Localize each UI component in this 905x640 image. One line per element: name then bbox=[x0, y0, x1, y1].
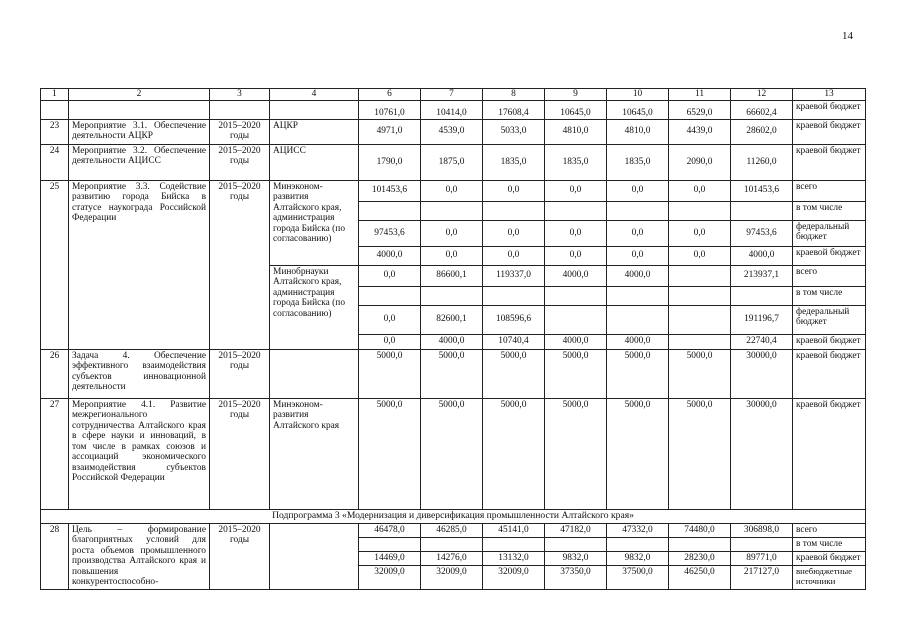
executor-cell bbox=[270, 349, 359, 398]
value-cell: 0,0 bbox=[607, 246, 669, 265]
value-cell: 0,0 bbox=[669, 220, 731, 246]
measure-name: Мероприятие 4.1. Развитие межрегионального сотрудничества Алтайского края в сфере науки и инноваций, в том числе в рамках союзов и ассоциаций экономического взаимодействия субъектов Российской Федерации bbox=[69, 398, 210, 509]
table-row bbox=[41, 523, 866, 537]
source-cell: в том числе bbox=[793, 201, 866, 220]
row-number: 28 bbox=[41, 523, 69, 589]
source-cell: в том числе bbox=[793, 286, 866, 305]
measure-name: Цель – формирование благоприятных условий для роста объемов промышленного производства Алтайского края и повышения конкурентоспособно- bbox=[69, 523, 210, 589]
value-cell: 10645,0 bbox=[607, 100, 669, 119]
value-cell: 4810,0 bbox=[545, 119, 607, 144]
value-cell: 0,0 bbox=[607, 180, 669, 201]
source-cell: краевой бюджет bbox=[793, 144, 866, 180]
value-cell: 0,0 bbox=[545, 246, 607, 265]
value-cell: 37500,0 bbox=[607, 565, 669, 589]
table-row bbox=[41, 180, 866, 201]
period-cell: 2015–2020 годы bbox=[210, 349, 270, 398]
value-cell: 32009,0 bbox=[483, 565, 545, 589]
value-cell: 37350,0 bbox=[545, 565, 607, 589]
measure-name: Мероприятие 3.2. Обеспечение деятельности АЦИСС bbox=[69, 144, 210, 180]
value-cell: 191196,7 bbox=[731, 305, 793, 334]
value-cell: 9832,0 bbox=[545, 551, 607, 565]
value-cell: 10740,4 bbox=[483, 334, 545, 349]
row-number: 27 bbox=[41, 398, 69, 509]
continuation-row bbox=[41, 100, 866, 119]
value-cell: 5000,0 bbox=[483, 349, 545, 398]
value-cell: 17608,4 bbox=[483, 100, 545, 119]
executor-cell bbox=[270, 523, 359, 589]
value-cell: 0,0 bbox=[669, 246, 731, 265]
row-number: 26 bbox=[41, 349, 69, 398]
value-cell bbox=[669, 305, 731, 334]
measure-name: Задача 4. Обеспечение эффективного взаимодействия субъектов инновационной деятельности bbox=[69, 349, 210, 398]
value-cell: 28602,0 bbox=[731, 119, 793, 144]
value-cell: 4000,0 bbox=[607, 334, 669, 349]
value-cell: 0,0 bbox=[669, 180, 731, 201]
value-cell: 5000,0 bbox=[545, 398, 607, 509]
value-cell: 4000,0 bbox=[731, 246, 793, 265]
value-cell: 4439,0 bbox=[669, 119, 731, 144]
value-cell: 28230,0 bbox=[669, 551, 731, 565]
value-cell: 14276,0 bbox=[421, 551, 483, 565]
value-cell bbox=[669, 265, 731, 286]
header-cell: 8 bbox=[483, 89, 545, 101]
executor-cell: Минэконом-развития Алтайского края, администрация города Бийска (по согласованию) bbox=[270, 180, 359, 265]
value-cell: 4810,0 bbox=[607, 119, 669, 144]
value-cell: 30000,0 bbox=[731, 349, 793, 398]
value-cell: 4539,0 bbox=[421, 119, 483, 144]
value-cell: 5000,0 bbox=[421, 398, 483, 509]
executor-cell: АЦИСС bbox=[270, 144, 359, 180]
period-cell: 2015–2020 годы bbox=[210, 398, 270, 509]
source-cell: краевой бюджет bbox=[793, 551, 866, 565]
value-cell: 0,0 bbox=[607, 220, 669, 246]
header-cell: 6 bbox=[359, 89, 421, 101]
table-row bbox=[41, 349, 866, 398]
source-cell: федеральный бюджет bbox=[793, 220, 866, 246]
source-cell: краевой бюджет bbox=[793, 349, 866, 398]
value-cell: 0,0 bbox=[483, 220, 545, 246]
value-cell: 9832,0 bbox=[607, 551, 669, 565]
value-cell: 10645,0 bbox=[545, 100, 607, 119]
source-cell: краевой бюджет bbox=[793, 119, 866, 144]
row-number: 24 bbox=[41, 144, 69, 180]
value-cell: 10414,0 bbox=[421, 100, 483, 119]
value-cell: 86600,1 bbox=[421, 265, 483, 286]
measure-name: Мероприятие 3.1. Обеспечение деятельности АЦКР bbox=[69, 119, 210, 144]
measure-name: Мероприятие 3.3. Содействие развитию города Бийска в статусе наукограда Российской Федерации bbox=[69, 180, 210, 349]
value-cell: 1875,0 bbox=[421, 144, 483, 180]
row-number: 25 bbox=[41, 180, 69, 349]
value-cell: 5000,0 bbox=[669, 349, 731, 398]
value-cell: 4000,0 bbox=[421, 334, 483, 349]
value-cell bbox=[545, 305, 607, 334]
value-cell: 0,0 bbox=[483, 246, 545, 265]
value-cell: 0,0 bbox=[421, 180, 483, 201]
value-cell: 82600,1 bbox=[421, 305, 483, 334]
value-cell: 6529,0 bbox=[669, 100, 731, 119]
header-cell: 11 bbox=[669, 89, 731, 101]
period-cell: 2015–2020 годы bbox=[210, 119, 270, 144]
value-cell: 32009,0 bbox=[359, 565, 421, 589]
value-cell: 119337,0 bbox=[483, 265, 545, 286]
source-cell: внебюджетные источники bbox=[793, 565, 866, 589]
value-cell: 5000,0 bbox=[607, 349, 669, 398]
value-cell: 5000,0 bbox=[483, 398, 545, 509]
header-cell: 12 bbox=[731, 89, 793, 101]
value-cell: 97453,6 bbox=[731, 220, 793, 246]
value-cell: 1835,0 bbox=[607, 144, 669, 180]
value-cell: 13132,0 bbox=[483, 551, 545, 565]
period-cell: 2015–2020 годы bbox=[210, 144, 270, 180]
value-cell: 32009,0 bbox=[421, 565, 483, 589]
value-cell: 4000,0 bbox=[545, 334, 607, 349]
row-number: 23 bbox=[41, 119, 69, 144]
value-cell: 108596,6 bbox=[483, 305, 545, 334]
header-cell: 7 bbox=[421, 89, 483, 101]
source-cell: краевой бюджет bbox=[793, 100, 866, 119]
subprogram-row bbox=[41, 509, 866, 523]
column-number-row bbox=[41, 89, 866, 101]
value-cell: 5000,0 bbox=[359, 349, 421, 398]
value-cell: 0,0 bbox=[545, 180, 607, 201]
value-cell: 5033,0 bbox=[483, 119, 545, 144]
value-cell: 0,0 bbox=[359, 334, 421, 349]
value-cell: 4000,0 bbox=[607, 265, 669, 286]
value-cell: 5000,0 bbox=[421, 349, 483, 398]
value-cell: 5000,0 bbox=[545, 349, 607, 398]
source-cell: краевой бюджет bbox=[793, 398, 866, 509]
value-cell: 306898,0 bbox=[731, 523, 793, 537]
program-table bbox=[40, 88, 866, 590]
value-cell: 1835,0 bbox=[483, 144, 545, 180]
value-cell: 0,0 bbox=[421, 246, 483, 265]
value-cell bbox=[607, 305, 669, 334]
value-cell: 0,0 bbox=[421, 220, 483, 246]
value-cell: 66602,4 bbox=[731, 100, 793, 119]
value-cell: 0,0 bbox=[483, 180, 545, 201]
value-cell: 2090,0 bbox=[669, 144, 731, 180]
page-number: 14 bbox=[842, 30, 853, 42]
value-cell: 22740,4 bbox=[731, 334, 793, 349]
source-cell: всего bbox=[793, 265, 866, 286]
value-cell: 4971,0 bbox=[359, 119, 421, 144]
source-cell: всего bbox=[793, 523, 866, 537]
value-cell: 47332,0 bbox=[607, 523, 669, 537]
table-row bbox=[41, 119, 866, 144]
executor-cell: Минобрнауки Алтайского края, администрация города Бийска (по согласованию) bbox=[270, 265, 359, 349]
value-cell: 89771,0 bbox=[731, 551, 793, 565]
header-cell: 2 bbox=[69, 89, 210, 101]
subprogram-title: Подпрограмма 3 «Модернизация и диверсификация промышленности Алтайского края» bbox=[41, 509, 866, 523]
executor-cell: АЦКР bbox=[270, 119, 359, 144]
value-cell: 11260,0 bbox=[731, 144, 793, 180]
value-cell: 5000,0 bbox=[607, 398, 669, 509]
value-cell: 4000,0 bbox=[359, 246, 421, 265]
table-row bbox=[41, 144, 866, 180]
source-cell: краевой бюджет bbox=[793, 334, 866, 349]
value-cell: 46285,0 bbox=[421, 523, 483, 537]
source-cell: в том числе bbox=[793, 537, 866, 551]
value-cell: 5000,0 bbox=[359, 398, 421, 509]
value-cell: 5000,0 bbox=[669, 398, 731, 509]
source-cell: федеральный бюджет bbox=[793, 305, 866, 334]
header-cell: 9 bbox=[545, 89, 607, 101]
value-cell: 1790,0 bbox=[359, 144, 421, 180]
value-cell bbox=[669, 334, 731, 349]
source-cell: краевой бюджет bbox=[793, 246, 866, 265]
header-cell: 13 bbox=[793, 89, 866, 101]
value-cell: 45141,0 bbox=[483, 523, 545, 537]
header-cell: 4 bbox=[270, 89, 359, 101]
value-cell: 47182,0 bbox=[545, 523, 607, 537]
period-cell: 2015–2020 годы bbox=[210, 523, 270, 589]
value-cell: 101453,6 bbox=[359, 180, 421, 201]
header-cell: 3 bbox=[210, 89, 270, 101]
value-cell: 46478,0 bbox=[359, 523, 421, 537]
value-cell: 74480,0 bbox=[669, 523, 731, 537]
value-cell: 4000,0 bbox=[545, 265, 607, 286]
period-cell: 2015–2020 годы bbox=[210, 180, 270, 349]
value-cell: 30000,0 bbox=[731, 398, 793, 509]
value-cell: 101453,6 bbox=[731, 180, 793, 201]
executor-cell: Минэконом-развития Алтайского края bbox=[270, 398, 359, 509]
value-cell: 217127,0 bbox=[731, 565, 793, 589]
value-cell: 213937,1 bbox=[731, 265, 793, 286]
value-cell: 0,0 bbox=[359, 305, 421, 334]
header-cell: 1 bbox=[41, 89, 69, 101]
value-cell: 97453,6 bbox=[359, 220, 421, 246]
source-cell: всего bbox=[793, 180, 866, 201]
value-cell: 14469,0 bbox=[359, 551, 421, 565]
value-cell: 0,0 bbox=[359, 265, 421, 286]
value-cell: 0,0 bbox=[545, 220, 607, 246]
value-cell: 1835,0 bbox=[545, 144, 607, 180]
value-cell: 10761,0 bbox=[359, 100, 421, 119]
header-cell: 10 bbox=[607, 89, 669, 101]
value-cell: 46250,0 bbox=[669, 565, 731, 589]
table-row bbox=[41, 398, 866, 509]
